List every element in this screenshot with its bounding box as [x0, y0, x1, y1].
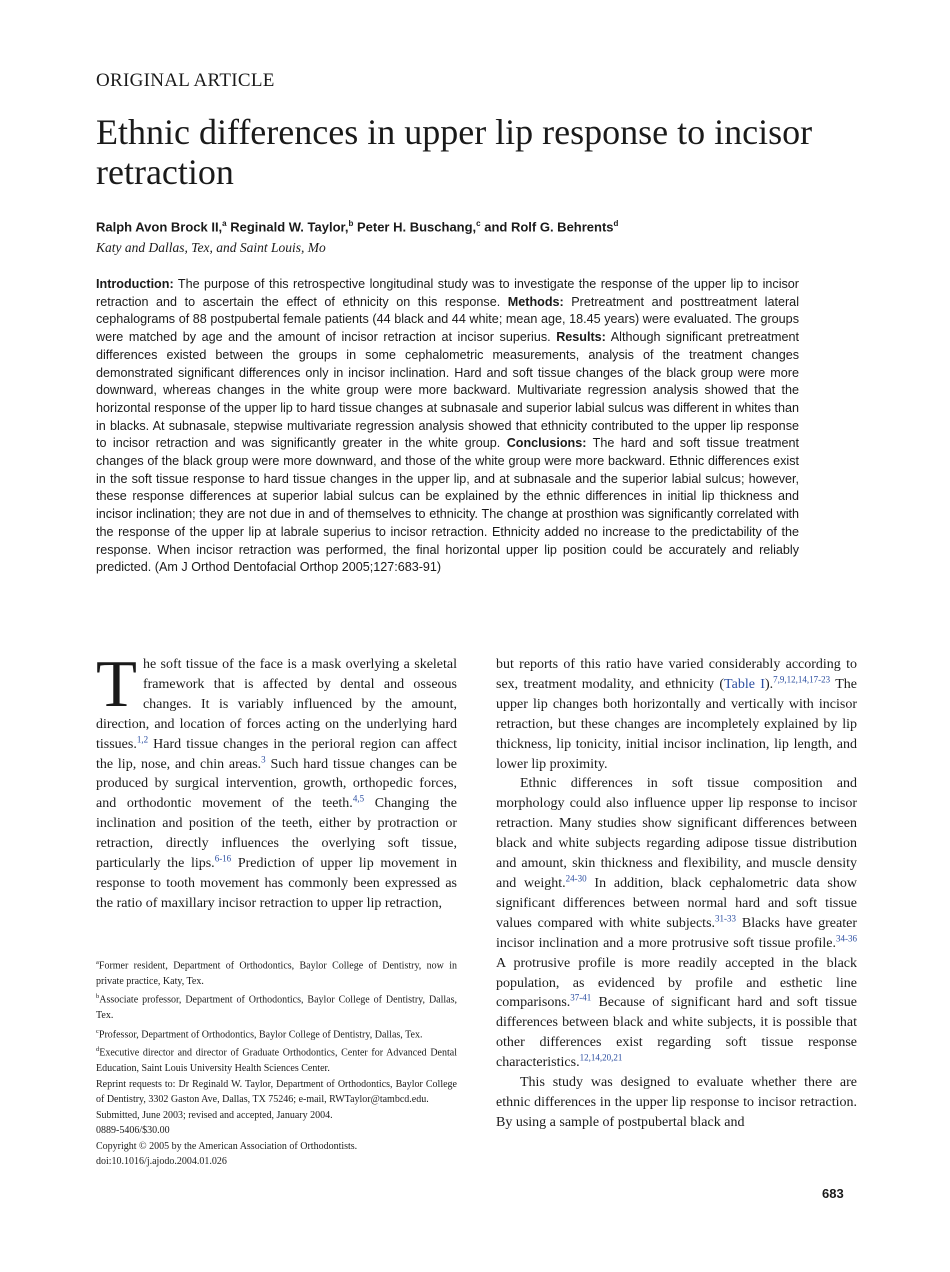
footnote-mark: a — [96, 959, 99, 966]
reference-link[interactable]: 6-16 — [214, 853, 232, 864]
body-text: Because of significant hard and soft tissue differences between black and white subjects, it is possible that other differences exist regarding soft tissue response characteristics. — [496, 995, 857, 1071]
body-paragraph: This study was designed to evaluate whether there are ethnic differences in the upper lip response to incisor retraction. By using a sample of postpubertal black and — [496, 1075, 857, 1130]
author-locations: Katy and Dallas, Tex, and Saint Louis, Mo — [96, 240, 326, 255]
body-text: Prediction of upper lip movement in response to tooth movement has commonly been expressed as the ratio of maxillary incisor retraction to upper lip retraction, — [96, 856, 457, 911]
footnotes — [96, 955, 457, 1170]
footnote-text: Executive director and director of Graduate Orthodontics, Center for Advanced Dental Education, Saint Louis University Health Sciences Center. — [96, 1047, 457, 1075]
doi: doi:10.1016/j.ajodo.2004.01.026 — [96, 1156, 227, 1168]
author-affiliation-mark: b — [348, 219, 354, 228]
body-paragraph — [96, 647, 458, 914]
footnote-mark: d — [96, 1046, 100, 1054]
issn: 0889-5406/$30.00 — [96, 1125, 170, 1137]
drop-cap: T — [96, 647, 137, 721]
reprint-requests: Reprint requests to: Dr Reginald W. Taylor, Department of Orthodontics, Baylor College of Dentistry, 3302 Gaston Ave, Dallas, TX 75246; e-mail, RWTaylor@tambcd.edu. — [96, 1078, 457, 1106]
submission-dates: Submitted, June 2003; revised and accepted, January 2004. — [96, 1109, 333, 1121]
reference-link[interactable]: 3 — [261, 753, 266, 764]
abstract-conclusions-label: Conclusions: — [506, 436, 587, 451]
footnote — [96, 955, 457, 989]
body-text: Blacks have greater incisor inclination and a more protrusive soft tissue profile. — [496, 915, 857, 951]
abstract-methods-text: Pretreatment and posttreatment lateral cephalograms of 88 postpubertal female patients (44 black and 44 white; mean age, 18.45 years) were evaluated. The groups were matched by age and the amount of incisor retraction at incisor superius. — [96, 294, 799, 345]
body-paragraph — [496, 774, 857, 1073]
footnote-text: Professor, Department of Orthodontics, Baylor College of Dentistry, Dallas, Tex. — [98, 1028, 423, 1040]
body-text: Changing the inclination and position of the teeth, either by protraction or retraction, directly influences the overlying soft tissue, particularly the lips. — [96, 796, 458, 872]
reference-link[interactable]: 1,2 — [136, 733, 149, 744]
body-column-left — [96, 647, 458, 914]
body-text: Such hard tissue changes can be produced by surgical intervention, growth, orthopedic forces, and orthodontic movement of the teeth. — [96, 756, 457, 812]
copyright: Copyright © 2005 by the American Association of Orthodontists. — [96, 1140, 358, 1152]
body-paragraph — [496, 655, 857, 774]
body-text: The upper lip changes both horizontally and vertically with incisor retraction, but these changes are incompletely explained by lip thickness, lip tonicity, initial incisor inclination, lip length, and lower lip proximity. — [496, 676, 858, 772]
abstract-results-label: Results: — [556, 330, 606, 345]
footnote — [96, 1024, 457, 1043]
author-affiliation-mark: d — [613, 219, 619, 228]
reference-link[interactable]: 37-41 — [570, 992, 592, 1003]
footnote-text: Associate professor, Department of Orthodontics, Baylor College of Dentistry, Dallas, Tex. — [96, 994, 457, 1022]
author-name: Peter H. Buschang, — [353, 219, 477, 235]
footnote-mark: c — [96, 1027, 99, 1035]
footnote — [96, 1042, 457, 1076]
abstract-conclusions-text: The hard and soft tissue treatment changes of the black group were more downward, and those of the white group were more backward. Ethnic differences exist in the soft tissue response to hard tissue changes in the upper lip, and at subnasale and the superior labial sulcus; however, these response differences at superior labial sulcus can be explained by the ethnic differences in initial lip thickness and incisor inclination; they are not due in and of themselves to ethnicity. The change at prosthion was significantly correlated with the response of the upper lip at labrale superius to incisor retraction. Ethnicity added no increase to the predictability of the response. When incisor retraction was performed, the final horizontal upper lip position could be accurately and reliably predicted. — [96, 436, 799, 575]
page-number: 683 — [822, 1186, 844, 1201]
section-label: ORIGINAL ARTICLE — [96, 70, 275, 91]
body-column-right — [496, 655, 857, 1133]
reference-link[interactable]: 31-33 — [715, 913, 737, 924]
author-name: and Rolf G. Behrents — [480, 219, 614, 235]
abstract — [96, 276, 799, 577]
footnote-text: Former resident, Department of Orthodontics, Baylor College of Dentistry, now in private practice, Katy, Tex. — [96, 960, 457, 987]
author-name: Reginald W. Taylor, — [226, 219, 349, 235]
table-link[interactable]: Table I — [724, 676, 765, 692]
article-title: Ethnic differences in upper lip response to incisor retraction — [96, 112, 813, 192]
reference-link[interactable]: 34-36 — [836, 933, 857, 944]
author-list — [96, 219, 856, 234]
reference-link[interactable]: 12,14,20,21 — [579, 1052, 623, 1063]
reference-link[interactable]: 4,5 — [352, 793, 365, 804]
body-text: he soft tissue of the face is a mask overlying a skeletal framework that is affected by dental and osseous changes. It is variably influenced by the amount, direction, and location of forces acting on the underlying hard tissues. — [96, 657, 457, 752]
body-text: A protrusive profile is more readily accepted in the black population, as evidenced by profile and esthetic line comparisons. — [496, 955, 857, 1011]
abstract-methods-label: Methods: — [507, 294, 564, 309]
abstract-introduction-text: The purpose of this retrospective longitudinal study was to investigate the response of the upper lip to incisor retraction and to ascertain the effect of ethnicity on this response. — [96, 277, 799, 309]
body-text: Hard tissue changes in the perioral region can affect the lip, nose, and chin areas. — [96, 736, 457, 772]
reference-link[interactable]: 7,9,12,14,17-23 — [773, 674, 831, 685]
footnote — [96, 989, 457, 1023]
abstract-citation: (Am J Orthod Dentofacial Orthop 2005;127:683-91) — [151, 560, 442, 575]
body-text: ). — [764, 676, 774, 692]
body-text: In addition, black cephalometric data show significant differences between normal hard and soft tissue values compared with white subjects. — [496, 875, 857, 931]
body-text: but reports of this ratio have varied considerably according to sex, treatment modality, and ethnicity ( — [496, 657, 857, 692]
body-text: Ethnic differences in soft tissue composition and morphology could also influence upper lip response to incisor retraction. Many studies show significant differences between black and white subjects regarding adipose tissue distribution and amount, skin thickness and flexibility, and muscle density and weight. — [496, 776, 857, 891]
footnote-mark: b — [96, 993, 100, 1001]
author-name: Ralph Avon Brock II, — [96, 219, 223, 235]
abstract-introduction-label: Introduction: — [96, 277, 174, 291]
author-affiliation-mark: a — [222, 219, 227, 228]
author-affiliation-mark: c — [476, 219, 481, 228]
abstract-results-text: Although significant pretreatment differences existed between the groups in some cephalometric measurements, analysis of the treatment changes demonstrated significant differences only in incisor inclination. Hard and soft tissue changes of the black group were more downward, whereas changes in the white group were more backward. Multivariate regression analysis showed that the horizontal response of the upper lip to hard tissue changes at subnasale and superior labial sulcus was different in whites than in blacks. At subnasale, stepwise multivariate regression analysis showed that ethnicity contributed to the upper lip response to incisor retraction and was significantly greater in the white group. — [96, 330, 799, 451]
reference-link[interactable]: 24-30 — [565, 873, 587, 884]
